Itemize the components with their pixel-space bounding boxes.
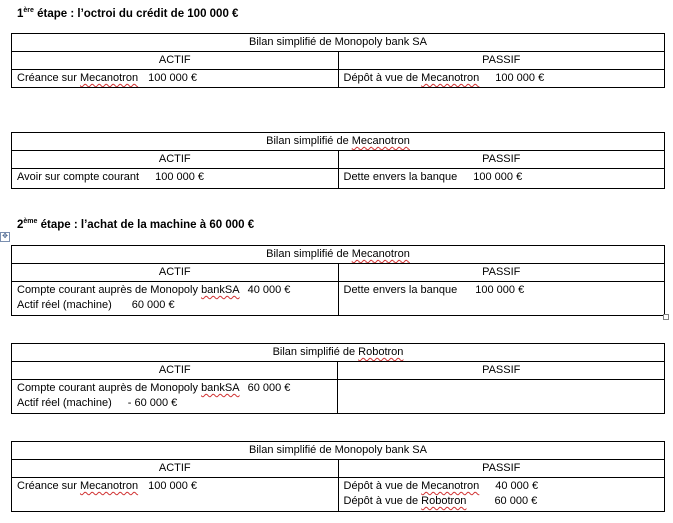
actif-cell <box>12 478 339 512</box>
table-title: Bilan simplifié de Mecanotron <box>12 133 665 151</box>
passif-header: PASSIF <box>338 151 665 169</box>
table-title: Bilan simplifié de Monopoly bank SA <box>12 34 665 52</box>
bilan-table-monopoly-2 <box>11 441 665 512</box>
actif-line: Actif réel (machine) 60 000 € <box>17 299 175 311</box>
table-title: Bilan simplifié de Robotron <box>12 344 665 362</box>
step-2-heading: 2ème étape : l’achat de la machine à 60 000 € <box>17 218 255 231</box>
passif-line: Dépôt à vue de Mecanotron 40 000 € <box>343 480 539 492</box>
actif-cell <box>12 70 339 88</box>
passif-header: PASSIF <box>338 362 665 380</box>
actif-header: ACTIF <box>12 52 339 70</box>
passif-cell <box>338 282 665 316</box>
passif-header: PASSIF <box>338 52 665 70</box>
passif-line: Dépôt à vue de Robotron 60 000 € <box>343 495 538 507</box>
bilan-table-mecanotron-1 <box>11 132 665 189</box>
bilan-table-monopoly-1 <box>11 33 665 88</box>
passif-header: PASSIF <box>338 264 665 282</box>
table-title: Bilan simplifié de Monopoly bank SA <box>12 442 665 460</box>
passif-cell <box>338 478 665 512</box>
bilan-table-mecanotron-2 <box>11 245 665 316</box>
passif-cell <box>338 70 665 88</box>
actif-cell <box>12 380 338 414</box>
actif-header: ACTIF <box>12 362 338 380</box>
actif-line: Créance sur Mecanotron 100 000 € <box>17 480 198 492</box>
passif-line: Dette envers la banque 100 000 € <box>343 284 525 296</box>
actif-cell <box>12 169 339 189</box>
actif-cell <box>12 282 339 316</box>
actif-header: ACTIF <box>12 264 339 282</box>
passif-cell <box>338 169 665 189</box>
table-title: Bilan simplifié de Mecanotron <box>12 246 665 264</box>
passif-cell <box>338 380 665 414</box>
table-resize-handle[interactable] <box>663 314 669 320</box>
table-move-handle-icon[interactable]: ✥ <box>0 232 10 242</box>
actif-line: Compte courant auprès de Monopoly bankSA 40 000 € <box>17 284 291 296</box>
actif-line: Créance sur Mecanotron 100 000 € <box>17 72 198 84</box>
actif-line: Actif réel (machine) - 60 000 € <box>17 397 178 409</box>
passif-line: Dépôt à vue de Mecanotron 100 000 € <box>343 72 545 84</box>
bilan-table-robotron <box>11 343 665 414</box>
step-1-heading: 1ère étape : l’octroi du crédit de 100 000 € <box>17 7 239 20</box>
actif-header: ACTIF <box>12 460 339 478</box>
passif-header: PASSIF <box>338 460 665 478</box>
actif-header: ACTIF <box>12 151 339 169</box>
passif-line: Dette envers la banque 100 000 € <box>343 171 523 183</box>
actif-line: Avoir sur compte courant 100 000 € <box>17 171 205 183</box>
actif-line: Compte courant auprès de Monopoly bankSA 60 000 € <box>17 382 291 394</box>
